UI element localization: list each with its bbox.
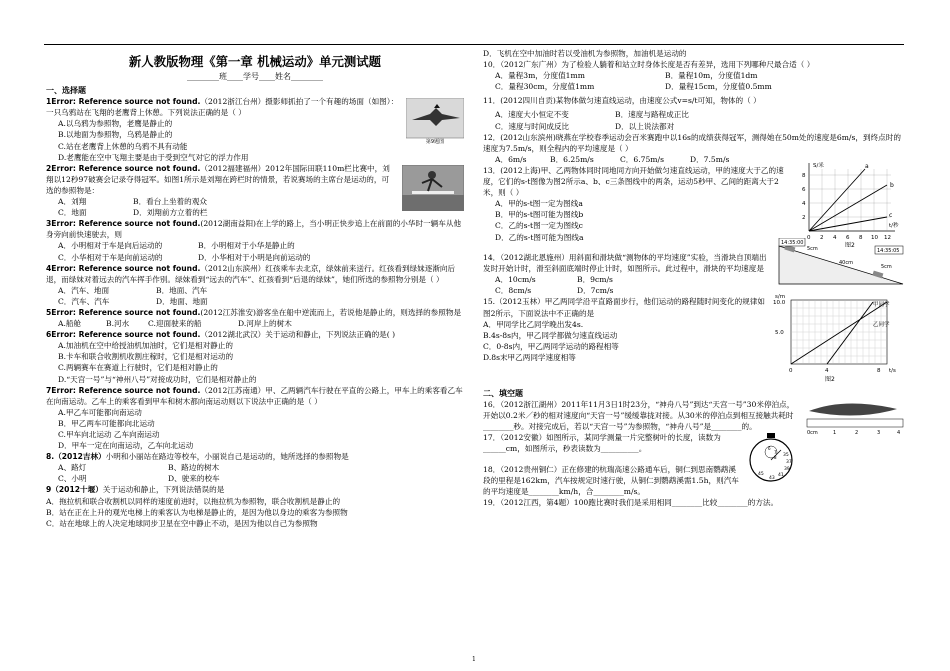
x-tick: 8: [877, 368, 881, 375]
hurdle-photo: [402, 165, 464, 211]
option: D.河岸上的树木: [238, 319, 292, 329]
option: B．看台上坐着的观众: [133, 197, 207, 207]
line-a: [809, 169, 865, 231]
x-tick: 2: [820, 234, 824, 241]
option: C．6.75m/s: [620, 154, 664, 164]
question-10: [483, 59, 905, 92]
dial-label: 41: [778, 472, 784, 478]
question-19: [483, 497, 905, 508]
option: A、路灯: [58, 463, 87, 473]
option-row: [483, 274, 771, 285]
option: A．甲的s-t图一定为图线a: [495, 199, 583, 209]
question-1: [46, 96, 464, 163]
option: B．甲乙两车可能都向北运动: [58, 418, 155, 428]
stopwatch-button: [767, 433, 775, 438]
question-13-text: 13．(2012上海)甲、乙两物体同时同地同方向开始做匀速直线运动，甲的速度大于乙的速度，它们的s-t图像为图2所示a、b、c三条图线中的两条，运动5秒甲、乙间的距离大于2米，则（ ）: [483, 165, 784, 198]
label-yi: 乙同学: [873, 322, 890, 329]
line-c-label: c: [889, 211, 893, 219]
question-15: [483, 294, 905, 383]
question-18: [483, 464, 905, 497]
question-8-text: 小明和小丽站在路边等校车，小丽说自己是运动的，她所选择的参照物是: [105, 452, 349, 462]
header-rule: [44, 44, 904, 45]
option-row: [46, 462, 464, 473]
question-19-text: 19．（2012江西，第4题）100跑比赛时我们是采用相同________比较________的方法。: [483, 498, 779, 508]
y-tick: 10.0: [773, 300, 786, 307]
ruler-tick: 0cm: [807, 429, 818, 435]
option: B．小明相对于小华是静止的: [198, 241, 295, 251]
question-5-text: (2012江苏淮安)游客坐在船中逆流而上，若说他是静止的，则选择的参照物是: [200, 307, 462, 317]
label-jia: 甲同学: [873, 302, 890, 309]
y-tick: 4: [802, 200, 806, 207]
y-tick: 6: [802, 186, 806, 193]
option: B．量程10m，分度值1dm: [665, 71, 758, 81]
option-row: [46, 296, 464, 307]
question-7: [46, 385, 464, 452]
page-subtitle: ________班____学号____姓名________: [187, 72, 323, 81]
question-3: [46, 218, 464, 262]
question-3-text: (2012湖南益阳)在上学的路上，当小明正快步追上在前面的小华时一辆车从他身旁向前快速驶去，则: [46, 219, 462, 240]
x-axis-label: t/秒: [889, 222, 899, 229]
question-4-text: （2012山东滨州）红孩乘车去北京，绿妹前来送行。红孩看到绿妹逐渐向后退，而绿妹对着远去的汽车挥手作别。绿妹看到“远去的汽车”、红孩看到“后退的绿妹”，她们所选的参照物分别是（ ）: [46, 263, 456, 284]
x-tick: 10: [871, 234, 878, 241]
right-column: [483, 48, 905, 508]
option: C、小明: [58, 474, 87, 484]
option-row: [46, 318, 464, 329]
option: A.甲乙车可能都向南运动: [58, 407, 142, 417]
question-5: [46, 307, 464, 329]
line-b-label: b: [890, 181, 894, 189]
option: D．乙的s-t图可能为图线a: [495, 232, 584, 242]
option: B．站在正在上升的观光电梯上的乘客认为电梯是静止的，是因为他以身边的乘客为参照物: [46, 507, 348, 517]
option: D．以上说法都对: [615, 121, 675, 131]
y-tick: 5.0: [775, 330, 784, 337]
option: A．拖拉机和联合收割机以同样的速度前进时，以拖拉机为参照物，联合收割机是静止的: [46, 496, 341, 506]
question-16-text: 16．（2012浙江湖州）2011年11月3日1时23分，“神舟八号”到达“天宫一号”30米停泊点，开始以0.2米／秒的相对速度向“天宫一号”缓缓靠拢对接。从30米的停泊点到相互接触共耗时________秒。对接完成后，若以“天宫一号”为参照物，“神舟八号”是________的。: [483, 399, 795, 431]
question-1-text: （2012浙江台州）摄影师抓拍了一个有趣的场面（如图）：一只乌鸦站在飞翔的老鹰背上休憩。下列说法正确的是（ ）: [46, 97, 399, 118]
option-row: [483, 81, 905, 92]
st-graph: [795, 159, 905, 247]
question-7-text: （2012江苏南通）甲、乙两辆汽车行驶在平直的公路上，甲车上的乘客看乙车在向南运动。乙车上的乘客看到甲车和树木都向南运动则以下说法中正确的是（ ）: [46, 385, 463, 406]
option: D．甲车一定在向南运动，乙车向北运动: [58, 441, 194, 451]
dial-label: 45: [758, 471, 764, 477]
ruler: [807, 419, 903, 427]
option: C.迎面驶来的船: [148, 319, 202, 329]
option: A.加油机在空中给授油机加油时，它们是相对静止的: [58, 341, 233, 351]
option-row: [46, 207, 396, 218]
option: A．汽车、地面: [58, 285, 110, 295]
question-4-head: 4Error: Reference source not found.: [46, 263, 201, 273]
option: D、驶来的校车: [168, 474, 220, 484]
option: B．地面、汽车: [156, 285, 208, 295]
dial-label: 8: [774, 454, 777, 460]
question-9-text: 关于运动和静止，下列说法错误的是: [102, 485, 225, 495]
question-2-text: （2012福建福州）2012年国际田联110m栏比赛中，刘翔以12秒97破赛会记录夺得冠军。如图1所示是刘翔在跨栏时的情景，若说赛场的主席台是运动的，可选的参照物是：: [46, 163, 390, 195]
x-tick: 4: [825, 368, 829, 375]
option: D．7cm/s: [577, 286, 614, 296]
option-row: [483, 285, 771, 296]
question-15-text: 15.（2012玉林）甲乙两同学沿平直路面步行，他们运动的路程随时间变化的规律如图2所示，下面说法中不正确的是: [483, 297, 765, 318]
question-6: [46, 329, 464, 384]
y-tick: 8: [802, 172, 806, 179]
option: D．小华相对于小明是向前运动的: [198, 252, 311, 262]
option: C．乙的s-t图一定为图线c: [495, 221, 583, 231]
dist-top: 5cm: [807, 246, 818, 253]
x-axis-label: t/s: [889, 368, 896, 375]
option: B．甲的s-t图可能为图线b: [495, 210, 584, 220]
option: A．甲同学比乙同学晚出发4s.: [483, 319, 584, 329]
question-10-text: 10．（2012广东广州）为了检验人躺着和站立时身体长度是否有差异，选用下列哪种尺最合适（ ）: [483, 60, 815, 70]
question-16: [483, 399, 905, 435]
question-1-head: 1Error: Reference source not found.: [46, 97, 201, 107]
option: C．小华相对于车是向前运动的: [58, 252, 163, 262]
leaf-shape: [809, 403, 897, 415]
option: B.以地面为参照物，乌鸦是静止的: [58, 130, 173, 140]
x-tick: 4: [833, 234, 837, 241]
x-tick: 0: [807, 234, 811, 241]
x-tick: 12: [884, 234, 891, 241]
option-row: [46, 196, 396, 207]
question-5-head: 5Error: Reference source not found.: [46, 307, 201, 317]
question-12-text: 12．(2012山东滨州)晓燕在学校春季运动会百米赛跑中以16s的成绩获得冠军，测得她在50m处的速度是6m/s，到终点时的速度为7.5m/s，则全程内的平均速度是（ ）: [483, 132, 901, 153]
question-17-text: 17．（2012安徽）如图所示，某同学测量一片完整树叶的长度，读数为______cm，如图所示，秒表读数为__________。: [483, 432, 721, 453]
y-tick: 2: [802, 214, 806, 221]
option: C.两辆赛车在赛道上行驶时，它们是相对静止的: [58, 363, 218, 373]
option: A．6m/s: [495, 154, 527, 164]
dial-label: 37: [786, 459, 792, 465]
page-number: 1: [472, 656, 476, 663]
ruler-tick: 3: [877, 429, 881, 435]
option: C．地面: [58, 208, 87, 218]
option: B.卡车和联合收割机收割庄稼时，它们是相对运动的: [58, 352, 234, 362]
ruler-tick: 1: [833, 429, 837, 435]
question-9-head: 9（2012十堰）: [46, 485, 103, 495]
option: A.船舱: [58, 319, 82, 329]
option: D．7.5m/s: [690, 154, 730, 164]
option: C．汽车、汽车: [58, 296, 110, 306]
x-tick: 6: [846, 234, 850, 241]
figure-caption: 图2: [845, 241, 855, 247]
dist-slope: 40cm: [839, 260, 853, 267]
option: C．量程30cm，分度值1mm: [495, 82, 595, 92]
option: B．6.25m/s: [550, 154, 594, 164]
option: C．站在地球上的人决定地球同步卫星在空中静止不动，是因为他以自己为参照物: [46, 518, 318, 528]
option: A．量程3m，分度值1mm: [495, 71, 585, 81]
question-3-head: 3Error: Reference source not found.: [46, 219, 201, 229]
option: A．小明相对于车是向后运动的: [58, 241, 163, 251]
question-2: [46, 163, 464, 218]
stopwatch-figure: [745, 430, 799, 487]
page-title: 新人教版物理《第一章 机械运动》单元测试题: [128, 54, 382, 69]
question-6-head: 6Error: Reference source not found.: [46, 330, 201, 340]
question-4: [46, 263, 464, 307]
figure-caption: 第9题图: [425, 139, 445, 145]
question-9: [46, 484, 464, 528]
option: C.站在老鹰背上休憩的乌鸦不具有动能: [58, 141, 188, 151]
x-tick: 0: [789, 368, 793, 375]
option-row: [46, 473, 464, 484]
option: D.8s末甲乙两同学速度相等: [483, 352, 576, 362]
question-2-head: 2Error: Reference source not found.: [46, 163, 201, 173]
option-row: [46, 252, 464, 263]
dial-label: 7: [774, 449, 777, 455]
option: B．9cm/s: [577, 275, 613, 285]
question-8: [46, 451, 464, 484]
dial-label: 35: [783, 452, 789, 458]
option: B.4s-8s内，甲乙同学都做匀速直线运动: [483, 330, 618, 340]
leaf-ruler: [805, 395, 905, 435]
option: B.河水: [106, 319, 130, 329]
option-row: [483, 121, 905, 132]
option: B、路边的树木: [168, 463, 220, 473]
leaf-ruler-figure: [805, 395, 905, 438]
crow-eagle-photo: [406, 98, 464, 144]
option: A.以乌鸦为参照物，老鹰是静止的: [58, 119, 173, 129]
option-row: [46, 285, 464, 296]
x-tick: 8: [859, 234, 863, 241]
dial-label: 39: [784, 466, 790, 472]
y-axis-label: s/m: [775, 294, 786, 301]
option: C．0-8s内，甲乙两同学运动的路程相等: [483, 341, 619, 351]
incline-figure: [777, 238, 905, 293]
option: A．刘翔: [58, 197, 87, 207]
option: C．8cm/s: [495, 286, 532, 296]
hurdle-figure: [402, 165, 464, 214]
line-a-label: a: [865, 162, 869, 170]
section-heading-fill: 二、填空题: [483, 388, 523, 398]
walk-graph: [773, 292, 905, 382]
dist-bottom: 5cm: [881, 264, 892, 271]
question-9-option-d: D．飞机在空中加油时若以受油机为参照物，加油机是运动的: [483, 49, 687, 58]
option-row: [483, 70, 905, 81]
option: B．速度与路程成正比: [615, 110, 689, 120]
walk-graph-figure: [773, 292, 905, 385]
option: D.“天宫一号”与“神州八号”对接成功时，它们是相对静止的: [58, 374, 257, 384]
figure-caption: 图2: [825, 376, 835, 383]
left-column: [46, 48, 464, 529]
option: A．10cm/s: [495, 275, 536, 285]
question-8-head: 8.（2012吉林）: [46, 452, 106, 462]
question-6-text: （2012湖北武汉）关于运动和静止，下列说法正确的是( ): [200, 330, 396, 340]
incline-diagram: [777, 238, 905, 290]
option: D．刘翔前方立着的栏: [133, 208, 208, 218]
option: C.甲车向北运动 乙车向南运动: [58, 430, 160, 439]
option-row: [483, 109, 905, 120]
y-axis-label: S/米: [813, 162, 824, 169]
stopwatch: [745, 430, 799, 484]
ruler-tick: 2: [855, 429, 859, 435]
question-7-head: 7Error: Reference source not found.: [46, 385, 201, 395]
crow-eagle-figure: [406, 98, 464, 147]
dial-label: 43: [769, 475, 775, 481]
question-11-text: 11．(2012四川自贡)某物体做匀速直线运动，由速度公式v=s/t可知，物体的（ ）: [483, 96, 761, 106]
question-11: [483, 95, 905, 131]
option: D.老鹰能在空中飞翔主要是由于受到空气对它的浮力作用: [58, 152, 249, 162]
timer-top-value: 14:35:00: [781, 240, 804, 247]
option: D．量程15cm，分度值0.5mm: [665, 82, 772, 92]
option: A．速度大小恒定不变: [495, 110, 569, 120]
option-row: [46, 240, 464, 251]
option: D．地面、地面: [156, 296, 208, 306]
question-14-text: 14．（2012湖北恩施州）用斜面和滑块做“测物体的平均速度”实验，当滑块自顶端出发时开始计时，滑至斜面底端时停止计时，如图所示。此过程中，滑块的平均速度是: [483, 253, 767, 274]
timer-bottom-value: 14:35:05: [877, 248, 900, 255]
ruler-tick: 4: [897, 429, 901, 435]
section-heading-choice: 一、选择题: [46, 86, 86, 96]
dial-label: 6: [768, 445, 771, 451]
question-18-text: 18．（2012贵州铜仁）正在修建的杭瑞高速公路通车后，铜仁到思南鹦鹉溪段的里程是162km，汽车按规定时速行驶，从铜仁到鹦鹉溪需1.5h，则汽车的平均速度是________km/h，合________m/s。: [483, 465, 739, 497]
option: C．速度与时间成反比: [495, 121, 570, 131]
